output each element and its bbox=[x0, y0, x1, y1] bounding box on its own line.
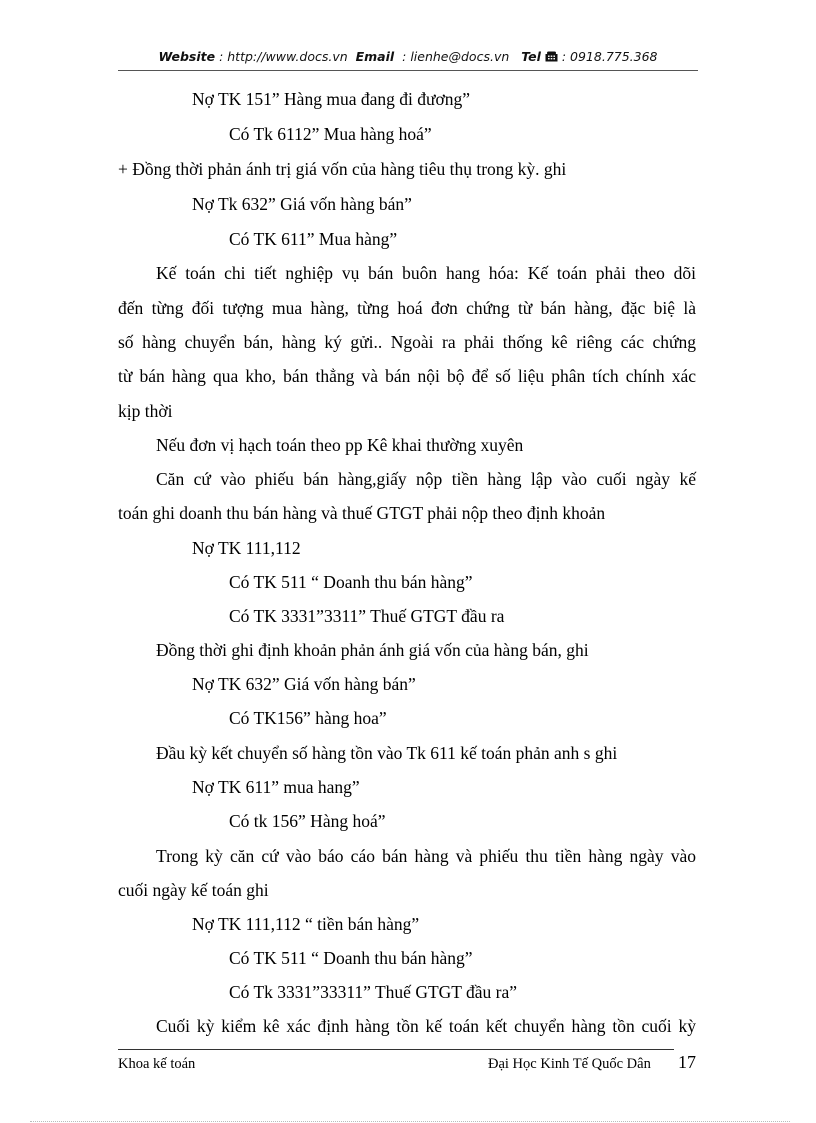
text-line: Nếu đơn vị hạch toán theo pp Kê khai thường xuyên bbox=[156, 435, 524, 455]
paragraph-line: Trong kỳ căn cứ vào báo cáo bán hàng và phiếu thu tiền hàng ngày vào bbox=[156, 846, 696, 866]
paragraph-line: Cuối kỳ kiểm kê xác định hàng tồn kế toán kết chuyển hàng tồn cuối kỳ bbox=[156, 1016, 696, 1036]
text-line: toán ghi doanh thu bán hàng và thuế GTGT phải nộp theo định khoản bbox=[118, 503, 606, 523]
paragraph-line: Kế toán chi tiết nghiệp vụ bán buôn hang hóa: Kế toán phải theo dõi bbox=[156, 263, 696, 283]
text-line: Nợ TK 611” mua hang” bbox=[192, 777, 360, 797]
tel-value: : 0918.775.368 bbox=[561, 49, 658, 64]
text-line: Nợ TK 151” Hàng mua đang đi đương” bbox=[192, 89, 470, 109]
paragraph-line: từ bán hàng qua kho, bán thẳng và bán nội bộ để số liệu phân tích chính xác bbox=[118, 366, 696, 386]
page-edge-divider bbox=[30, 1121, 790, 1122]
text-line: Có TK 611” Mua hàng” bbox=[229, 229, 398, 249]
text-line: Nợ Tk 632” Giá vốn hàng bán” bbox=[192, 194, 412, 214]
website-label: Website bbox=[158, 49, 216, 64]
text-line: + Đồng thời phản ánh trị giá vốn của hàng tiêu thụ trong kỳ. ghi bbox=[118, 159, 567, 179]
tel-label: Tel bbox=[521, 49, 541, 64]
text-line: Đồng thời ghi định khoản phản ánh giá vốn của hàng bán, ghi bbox=[156, 640, 589, 660]
email-value: : lienhe@docs.vn bbox=[402, 49, 510, 64]
text-line: Có TK 511 “ Doanh thu bán hàng” bbox=[229, 948, 473, 968]
paragraph-line: số hàng chuyển bán, hàng ký gửi.. Ngoài ra phải thống kê riêng các chứng bbox=[118, 332, 696, 352]
text-line: Có TK 511 “ Doanh thu bán hàng” bbox=[229, 572, 473, 592]
text-line: Đầu kỳ kết chuyển số hàng tồn vào Tk 611 kế toán phản anh s ghi bbox=[156, 743, 618, 763]
footer-divider bbox=[118, 1049, 674, 1050]
paragraph-line: Căn cứ vào phiếu bán hàng,giấy nộp tiền hàng lập vào cuối ngày kế bbox=[156, 469, 696, 489]
header-divider bbox=[118, 70, 698, 71]
footer-department: Khoa kế toán bbox=[118, 1056, 196, 1072]
text-line: Có TK156” hàng hoa” bbox=[229, 708, 387, 728]
footer-university: Đại Học Kinh Tế Quốc Dân bbox=[488, 1056, 651, 1072]
website-value: : http://www.docs.vn bbox=[219, 49, 348, 64]
email-label: Email bbox=[355, 49, 395, 64]
text-line: Có TK 3331”3311” Thuế GTGT đầu ra bbox=[229, 606, 505, 626]
phone-icon bbox=[545, 50, 558, 65]
text-line: Có Tk 6112” Mua hàng hoá” bbox=[229, 124, 432, 144]
text-line: Nợ TK 111,112 “ tiền bán hàng” bbox=[192, 914, 420, 934]
text-line: Nợ TK 632” Giá vốn hàng bán” bbox=[192, 674, 416, 694]
text-line: Nợ TK 111,112 bbox=[192, 538, 301, 558]
text-line: Có tk 156” Hàng hoá” bbox=[229, 811, 386, 831]
text-line: cuối ngày kế toán ghi bbox=[118, 880, 269, 900]
page-number: 17 bbox=[678, 1052, 696, 1072]
text-line: Có Tk 3331”33311” Thuế GTGT đầu ra” bbox=[229, 982, 518, 1002]
page-header bbox=[118, 49, 698, 65]
paragraph-line: đến từng đối tượng mua hàng, từng hoá đơn chứng từ bán hàng, đặc biệ là bbox=[118, 298, 696, 318]
text-line: kịp thời bbox=[118, 401, 173, 421]
